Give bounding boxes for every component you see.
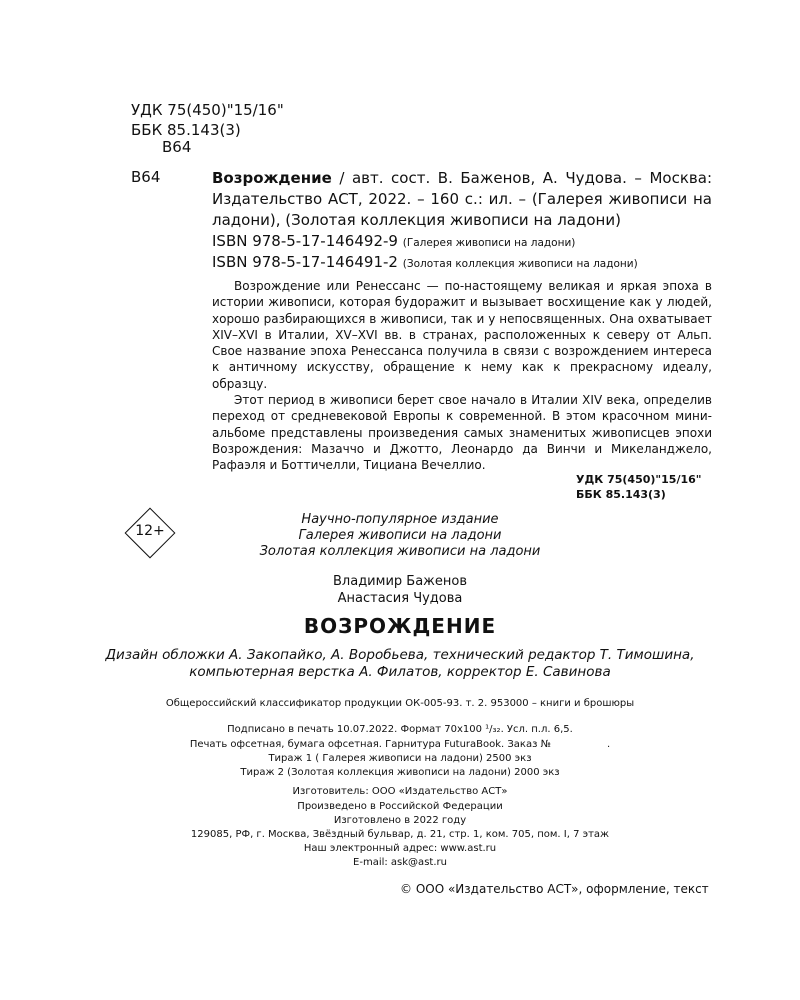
print-method-tail: . bbox=[607, 739, 611, 750]
print-method-text: Печать офсетная, бумага офсетная. Гарнитура FuturaBook. Заказ № bbox=[189, 739, 551, 750]
print-method-line bbox=[0, 738, 800, 753]
product-classifier: Общероссийский классификатор продукции ОК-005-93. т. 2. 953000 – книги и брошюры bbox=[165, 698, 635, 709]
edition-type: Научно-популярное издание bbox=[301, 512, 499, 527]
publisher-website: Наш электронный адрес: www.ast.ru bbox=[303, 843, 497, 854]
isbn-number: ISBN 978-5-17-146491-2 bbox=[212, 253, 398, 271]
print-run-line: Тираж 1 ( Галерея живописи на ладони) 2500 экз bbox=[268, 753, 532, 764]
series-name: Галерея живописи на ладони bbox=[298, 528, 502, 543]
abstract bbox=[212, 278, 712, 474]
author-index: В64 bbox=[162, 138, 192, 156]
author-name: Владимир Баженов bbox=[333, 574, 467, 589]
author-name: Анастасия Чудова bbox=[337, 591, 463, 606]
production-year: Изготовлено в 2022 году bbox=[333, 815, 467, 826]
book-title-biblio: Возрождение bbox=[212, 169, 332, 187]
bbk-code: ББК 85.143(3) bbox=[131, 121, 241, 139]
country-of-production: Произведено в Российской Федерации bbox=[297, 801, 503, 812]
bibliographic-details: / авт. сост. В. Баженов, А. Чудова. – Москва: Издательство АСТ, 2022. – 160 с.: ил. – (Галерея живописи на ладони), (Золотая коллекция живописи на ладони) bbox=[212, 169, 712, 229]
isbn-note: (Галерея живописи на ладони) bbox=[402, 237, 576, 249]
credits-line: Дизайн обложки А. Закопайко, А. Воробьева, технический редактор Т. Тимошина, bbox=[105, 647, 695, 663]
print-run-line: Тираж 2 (Золотая коллекция живописи на ладони) 2000 экз bbox=[240, 767, 560, 778]
age-rating-label: 12+ bbox=[135, 523, 165, 539]
isbn-note: (Золотая коллекция живописи на ладони) bbox=[402, 258, 638, 270]
isbn-line bbox=[212, 232, 575, 250]
udk-bbk-bottom bbox=[576, 472, 702, 502]
publisher-email: E-mail: ask@ast.ru bbox=[353, 857, 447, 868]
series-name: Золотая коллекция живописи на ладони bbox=[259, 544, 541, 559]
book-title: ВОЗРОЖДЕНИЕ bbox=[303, 614, 497, 638]
copyright: © ООО «Издательство АСТ», оформление, текст bbox=[400, 882, 709, 896]
udk-bbk-block bbox=[131, 100, 284, 140]
print-signed-line: Подписано в печать 10.07.2022. Формат 70x100 ¹/₃₂. Усл. п.л. 6,5. bbox=[227, 724, 573, 735]
udk-code: УДК 75(450)"15/16" bbox=[131, 101, 284, 119]
abstract-paragraph: Этот период в живописи берет свое начало в Италии XIV века, определив переход от средневековой Европы к современной. В этом красочном мини-альбоме представлены произведения самых знаменитых живописцев эпохи Возрождения: Мазаччо и Джотто, Леонардо да Винчи и Микеланджело, Рафаэля и Боттичелли, Тициана Вечеллио. bbox=[212, 393, 712, 473]
bibliographic-record bbox=[212, 168, 712, 231]
manufacturer: Изготовитель: ООО «Издательство АСТ» bbox=[292, 786, 508, 797]
bbk-code: ББК 85.143(3) bbox=[576, 488, 666, 501]
isbn-number: ISBN 978-5-17-146492-9 bbox=[212, 232, 398, 250]
abstract-paragraph: Возрождение или Ренессанс — по-настоящему великая и яркая эпоха в истории живописи, которая будоражит и вызывает восхищение как у людей, хорошо разбирающихся в живописи, так и у непосвященных. Она охватывает XIV–XVI в Италии, XV–XVI вв. в странах, расположенных к северу от Альп. Свое название эпоха Ренессанса получила в связи с возрождением интереса к античному искусству, обращение к нему как к прекрасному идеалу, образцу. bbox=[212, 279, 712, 391]
credits-line: компьютерная верстка А. Филатов, корректор Е. Савинова bbox=[189, 664, 611, 680]
isbn-line bbox=[212, 253, 638, 271]
udk-code: УДК 75(450)"15/16" bbox=[576, 473, 702, 486]
author-code: В64 bbox=[131, 168, 161, 186]
publisher-address: 129085, РФ, г. Москва, Звёздный бульвар, д. 21, стр. 1, ком. 705, пом. I, 7 этаж bbox=[190, 829, 610, 840]
